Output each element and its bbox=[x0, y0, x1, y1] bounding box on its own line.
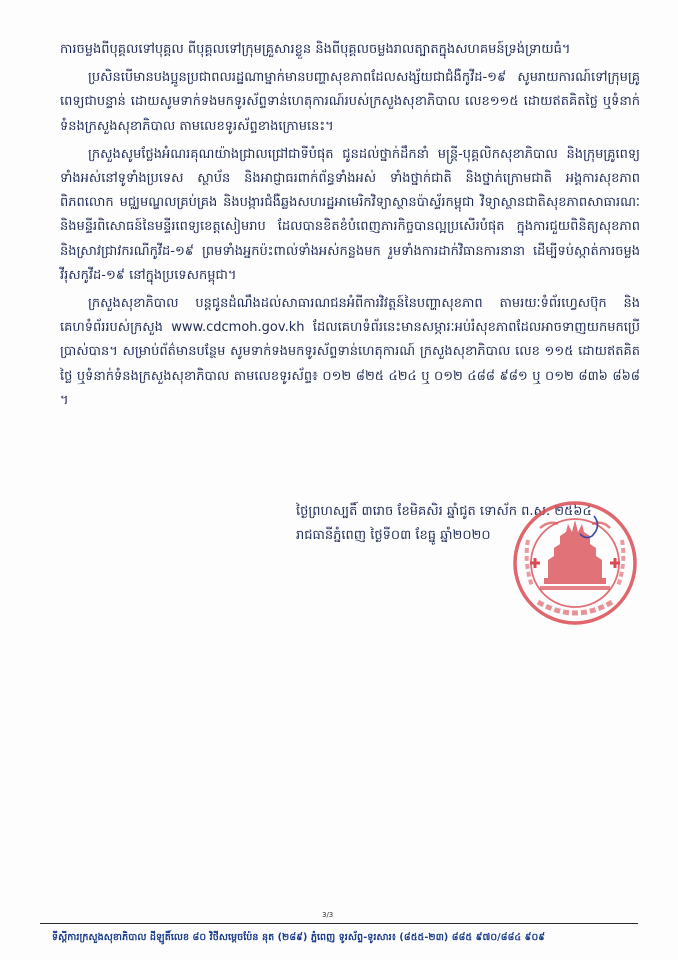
footer-divider bbox=[40, 923, 638, 924]
paragraph-transmission: ការចម្លងពីបុគ្គលទៅបុគ្គល ពីបុគ្គលទៅក្រុមគ្រួសារខ្លួន និងពីបុគ្គលចម្លងរាលត្បាតក្នុងសហគមន៍ទ្រង់ទ្រាយធំ។ bbox=[60, 42, 571, 57]
lunar-date-line: ថ្ងៃព្រហស្បតិ៍ ៣រោច ខែមិគសិរ ឆ្នាំជូត ទោស័ក ព.ស. ២៥៦៤ bbox=[296, 504, 592, 519]
city-date-line: រាជធានីភ្នំពេញ ថ្ងៃទី០៣ ខែធ្នូ ឆ្នាំ២០២០ bbox=[296, 528, 491, 543]
footer-address: ទីស្តីការក្រសួងសុខាភិបាល ដីឡូតិ៍លេខ ៨០ វិថីសម្តេចប៉ែន នុត (២៨៩) ភ្នំពេញ ទូរស័ព្ទ-ទូរសារ៖ (៨៥៥-២៣) ៨៨៥ ៩៧០/៨៨៤ ៩០៩ bbox=[52, 932, 546, 943]
paragraph-contact-info: ក្រសួងសុខាភិបាល បន្តជូនដំណឹងដល់សាធារណជនអំពីការវិវត្តន៍នៃបញ្ហាសុខភាព តាមរយៈទំព័រហ្វេសប៊ុក និងគេហទំព័ររបស់ក្រសួង www.cdcmoh.gov.kh ដែលគេហទំព័រនេះមានសម្ភារៈអប់រំសុខភាពដែលអាចទាញយកមកប្រើប្រាស់បាន។ សម្រាប់ព័ត៌មានបន្ថែម សូមទាក់ទងមកទូរស័ព្ទទាន់ហេតុការណ៍ ក្រសួងសុខាភិបាល លេខ ១១៥ ដោយឥតគិតថ្លៃ ឬទំនាក់ទំនងក្រសួងសុខាភិបាល តាមលេខទូរស័ព្ទ៖ ០១២ ៨២៥ ៤២៤ ឬ ០១២ ៤៨៨ ៩៨១ ឬ ០១២ ៨៣៦ ៨៦៨ ។ bbox=[60, 296, 640, 408]
paragraph-report-symptoms: ប្រសិនបើមានបងប្អូនប្រជាពលរដ្ឋណាម្នាក់មានបញ្ហាសុខភាពដែលសង្ស័យជាជំងឺកូវីដ-១៩ សូមរាយការណ៍ទៅក្រុមគ្រូពេទ្យជាបន្ទាន់ ដោយសូមទាក់ទងមកទូរស័ព្ទទាន់ហេតុការណ៍របស់ក្រសួងសុខាភិបាល លេខ១១៥ ដោយឥតគិតថ្លៃ ឬទំនាក់ទំនងក្រសួងសុខាភិបាល តាមលេខទូរស័ព្ទខាងក្រោមនេះ។ bbox=[60, 70, 640, 134]
paragraph-thanks: ក្រសួងសូមថ្លែងអំណរគុណយ៉ាងជ្រាលជ្រៅជាទីបំផុត ជូនដល់ថ្នាក់ដឹកនាំ មន្ត្រី-បុគ្គលិកសុខាភិបាល និងក្រុមគ្រូពេទ្យទាំងអស់នៅទូទាំងប្រទេស ស្ថាប័ន និងអាជ្ញាធរពាក់ព័ន្ធទាំងអស់ ទាំងថ្នាក់ជាតិ និងថ្នាក់ក្រោមជាតិ អង្គការសុខភាពពិភពលោក មជ្ឈមណ្ឌលគ្រប់គ្រង និងបង្ការជំងឺឆ្លងសហរដ្ឋអាមេរិកវិទ្យាស្ថានប៉ាស្ទ័រកម្ពុជា វិទ្យាស្ថានជាតិសុខភាពសាធារណៈ និងមន្ទីរពិសោធន៍នៃមន្ទីរពេទ្យខេត្តសៀមរាប ដែលបានខិតខំបំពេញភារកិច្ចបានល្អប្រសើរបំផុត ក្នុងការជួយពិនិត្យសុខភាព និងស្រាវជ្រាវករណីកូវីដ-១៩ ព្រមទាំងអ្នកប៉ះពាល់ទាំងអស់កន្លងមក រួមទាំងការដាក់វិធានការនានា ដើម្បីទប់ស្កាត់ការចម្លងវីរុសកូវីដ-១៩ នៅក្នុងប្រទេសកម្ពុជា។ bbox=[60, 146, 640, 283]
document-body bbox=[60, 38, 640, 417]
page-number: 3/3 bbox=[322, 911, 334, 919]
ministry-seal-stamp-icon bbox=[510, 498, 640, 628]
